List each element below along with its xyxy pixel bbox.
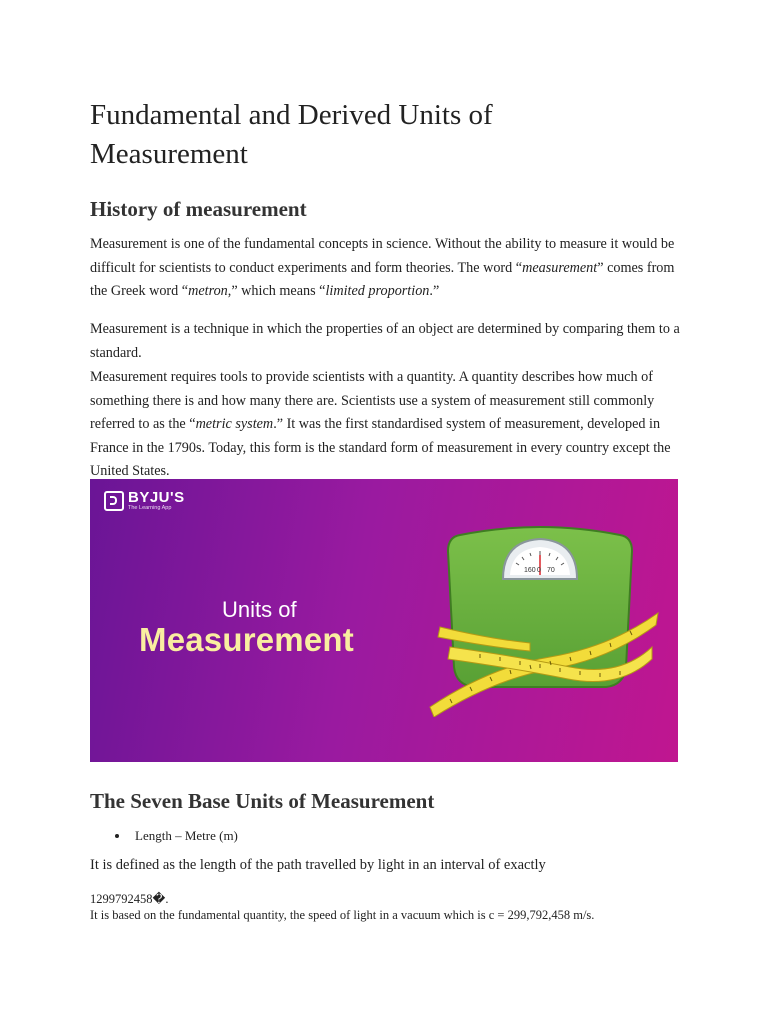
hero-title-line1: Units of xyxy=(222,597,297,622)
logo-name: BYJU'S xyxy=(128,489,185,506)
list-item-text: Length – Metre (m) xyxy=(135,828,238,843)
bullet-icon xyxy=(115,834,119,838)
dial-label-left: 160 xyxy=(524,567,536,574)
text-run: .” It was the first standardised system of measurement, developed in France in the 1790s. Today, this form is the standard form of measurement in every country except the United States. xyxy=(90,416,671,479)
byjus-logo-icon xyxy=(104,491,124,511)
weighing-scale-icon xyxy=(420,517,660,717)
hero-image-units-of-measurement xyxy=(90,479,678,762)
paragraph-history-2: Measurement is a technique in which the properties of an object are determined by comparing them to a standard. xyxy=(90,321,680,361)
paragraph-length-definition: It is defined as the length of the path travelled by light in an interval of exactly xyxy=(90,857,546,873)
list-item xyxy=(90,828,238,844)
paragraph-history-1 xyxy=(90,233,682,304)
byjus-logo xyxy=(104,490,185,511)
emphasis-measurement: measurement xyxy=(522,259,598,276)
text-run: ” comes from the Greek word “ xyxy=(90,259,675,299)
emphasis-limited-proportion: limited proportion xyxy=(325,283,430,299)
emphasis-metron: metron xyxy=(188,283,228,299)
text-run: Measurement requires tools to provide scientists with a quantity. A quantity describes how much of something there is and how many there are. Scientists use a system of measurement still commonly referred to as the “ xyxy=(90,369,655,432)
dial-label-mid: 0 xyxy=(537,567,541,574)
paragraph-value: 1299792458�. xyxy=(90,892,169,906)
logo-subtitle: The Learning App xyxy=(128,505,172,511)
page-title: Fundamental and Derived Units of Measurement xyxy=(90,99,493,170)
heading-history: History of measurement xyxy=(90,197,307,221)
text-run: Measurement is one of the fundamental concepts in science. Without the ability to measure it would be difficult for scientists to conduct experiments and form theories. The word “ xyxy=(90,236,675,276)
text-run: ,” which means “ xyxy=(227,283,326,299)
hero-title-line2: Measurement xyxy=(139,621,354,658)
text-run: .” xyxy=(429,283,440,299)
heading-seven-base-units: The Seven Base Units of Measurement xyxy=(90,789,435,813)
dial-label-right: 70 xyxy=(547,567,555,574)
paragraph-history-3 xyxy=(90,366,682,484)
paragraph-speed-of-light: It is based on the fundamental quantity, the speed of light in a vacuum which is c = 299,792,458 m/s. xyxy=(90,908,595,922)
emphasis-metric-system: metric system xyxy=(195,416,274,432)
